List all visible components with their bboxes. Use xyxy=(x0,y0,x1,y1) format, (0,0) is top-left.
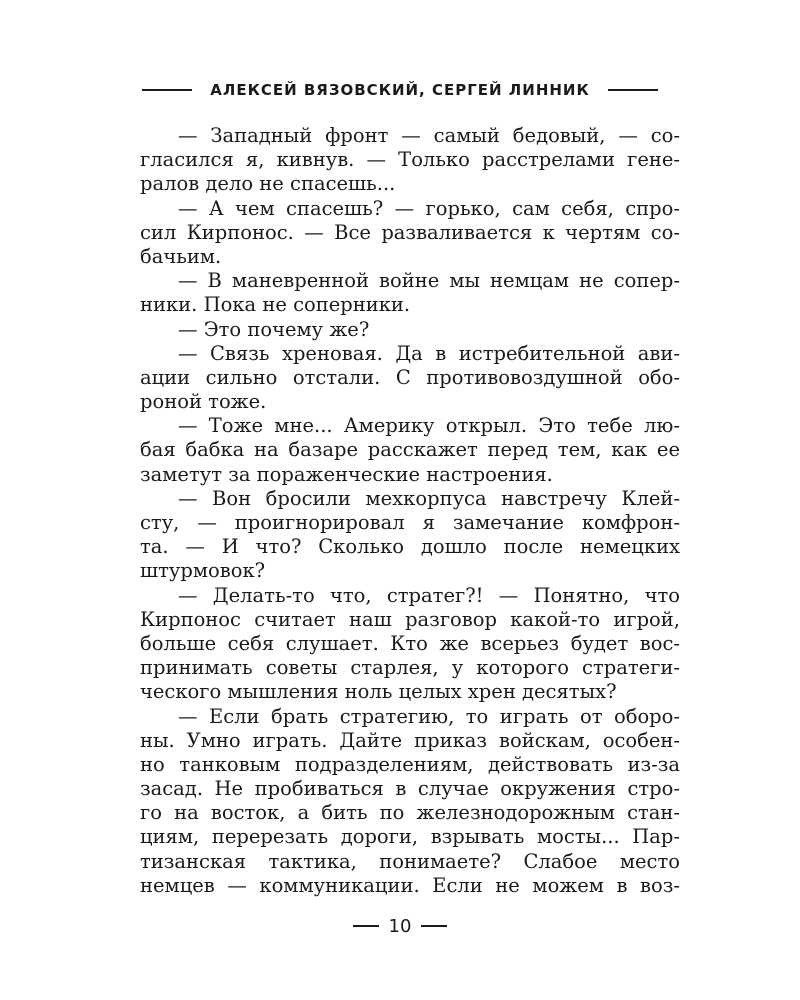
text-line: гласился я, кивнув. — Только расстрелами гене- xyxy=(140,148,680,172)
text-line: — Это почему же? xyxy=(178,317,370,341)
text-line: штурмовок? xyxy=(140,559,266,583)
running-header xyxy=(0,76,800,104)
folio-rule-left xyxy=(353,925,379,927)
running-header-title: АЛЕКСЕЙ ВЯЗОВСКИЙ, СЕРГЕЙ ЛИННИК xyxy=(210,81,590,99)
text-line: го на восток, а бить по железнодорожным стан- xyxy=(140,801,680,825)
text-line: заметут за пораженческие настроения. xyxy=(140,462,553,486)
text-line: та. — И что? Сколько дошло после немецких xyxy=(140,535,680,559)
text-line: ники. Пока не соперники. xyxy=(140,293,411,317)
header-rule-left xyxy=(142,89,192,91)
text-line: роной тоже. xyxy=(140,390,267,414)
page-number: 10 xyxy=(388,915,412,937)
text-line: — Если брать стратегию, то играть от оборо- xyxy=(178,704,680,728)
text-line: принимать советы старлея, у которого стратеги- xyxy=(140,656,680,680)
text-line: засад. Не пробиваться в случае окружения стро- xyxy=(140,777,680,801)
text-line: — Делать-то что, стратег?! — Понятно, что xyxy=(178,583,680,607)
text-line: ны. Умно играть. Дайте приказ войскам, особен- xyxy=(140,728,680,752)
text-line: — А чем спасешь? — горько, сам себя, спро- xyxy=(178,196,680,220)
text-line: — Вон бросили мехкорпуса навстречу Клей- xyxy=(178,486,680,510)
text-line: бая бабка на базаре расскажет перед тем, как ее xyxy=(140,438,680,462)
text-line: ралов дело не спасешь... xyxy=(140,172,396,196)
text-line: бачьим. xyxy=(140,244,222,268)
text-line: ческого мышления ноль целых хрен десятых? xyxy=(140,680,617,704)
text-line: сту, — проигнорировал я замечание комфрон- xyxy=(140,511,680,534)
text-line: циям, перерезать дороги, взрывать мосты... Пар- xyxy=(140,825,680,849)
text-line: больше себя слушает. Кто же всерьез будет вос- xyxy=(140,631,680,655)
page-folio xyxy=(0,912,800,940)
text-line: ации сильно отстали. С противовоздушной обо- xyxy=(140,365,680,389)
text-line: тизанская тактика, понимаете? Слабое место xyxy=(140,849,680,873)
text-line: — Западный фронт — самый бедовый, — со- xyxy=(178,124,680,147)
text-line: — Связь хреновая. Да в истребительной ави- xyxy=(178,341,680,365)
text-line: немцев — коммуникации. Если не можем в воз- xyxy=(140,873,680,897)
page-body-text xyxy=(140,124,680,898)
header-rule-right xyxy=(608,89,658,91)
text-line: сил Кирпонос. — Все разваливается к чертям со- xyxy=(140,220,680,244)
text-line: Кирпонос считает наш разговор какой-то игрой, xyxy=(140,607,680,631)
text-line: но танковым подразделениям, действовать из-за xyxy=(140,752,680,776)
text-line: — Тоже мне... Америку открыл. Это тебе лю- xyxy=(178,414,680,438)
text-line: — В маневренной войне мы немцам не сопер- xyxy=(178,269,680,293)
folio-rule-right xyxy=(421,925,447,927)
